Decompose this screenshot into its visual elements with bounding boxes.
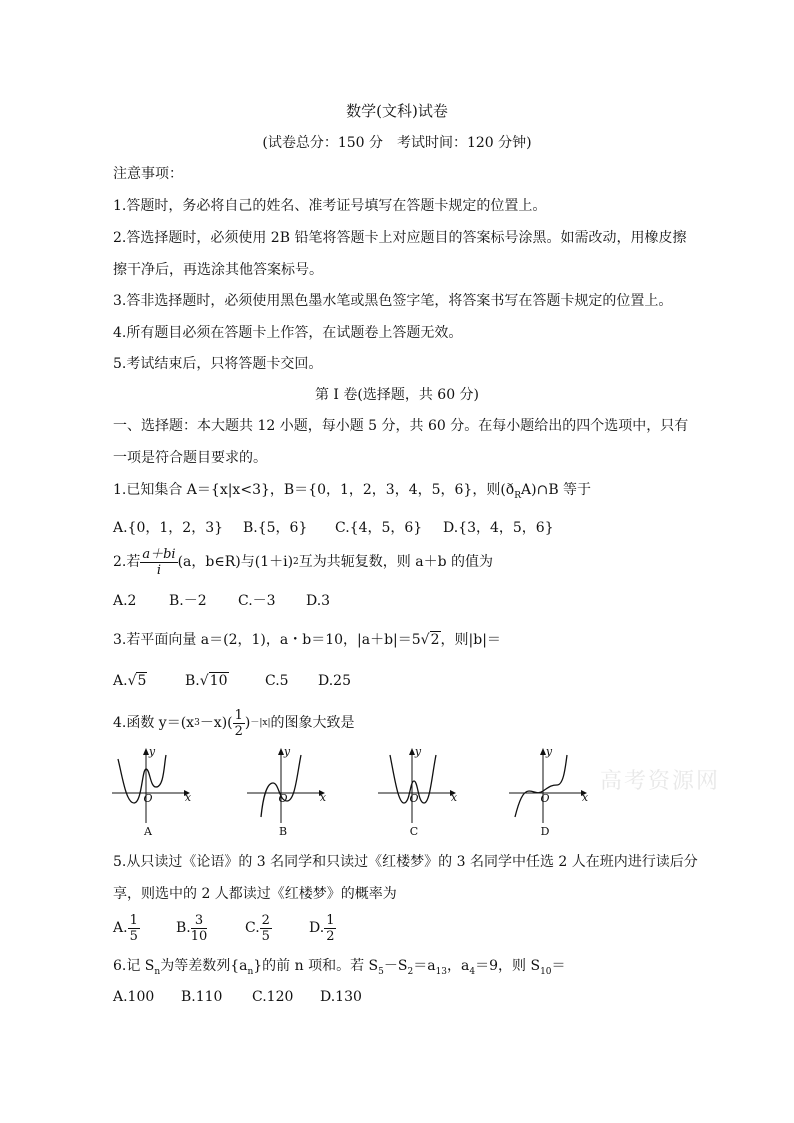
notice-item-2-cont: 擦干净后，再选涂其他答案标号。 <box>113 262 323 278</box>
question-5-line-2: 享，则选中的 2 人都读过《红楼梦》的概率为 <box>113 886 397 902</box>
notice-item-4: 4.所有题目必须在答题卡上作答，在试题卷上答题无效。 <box>113 325 463 341</box>
q5-option-a: A. $\frac{1}{5}$ <box>113 912 138 944</box>
q3-option-c: C.5 <box>265 673 289 689</box>
notice-item-2: 2.答选择题时，必须使用 2B 铅笔将答题卡上对应题目的答案标号涂黑。如需改动，用橡皮擦 <box>113 230 687 246</box>
section-title: 第 I 卷(选择题，共 60 分) <box>314 387 480 403</box>
q2-option-a: A.2 <box>113 593 137 609</box>
watermark: 高考资源网 <box>600 769 721 794</box>
notice-item-1: 1.答题时，务必将自己的姓名、准考证号填写在答题卡规定的位置上。 <box>113 198 547 214</box>
q4-fraction: $\frac{1}{2}$ <box>234 707 243 739</box>
q6-option-a: A.100 <box>113 989 155 1005</box>
graph-label-c: C <box>409 825 419 838</box>
complement-symbol: ð <box>505 482 515 498</box>
question-6: 6.记 $S_n$为等差数列$\{a_n\}$的前 n 项和。若 $S_5-S_2=a_{13}$，$a_4=9$，则 $S_{10}=$ <box>113 958 566 977</box>
q4-graph-d[interactable]: y x O D <box>505 745 595 825</box>
graph-label-d: D <box>540 825 550 838</box>
notice-heading: 注意事项： <box>113 166 183 182</box>
q6-option-d: D.130 <box>320 989 362 1005</box>
question-5-line-1: 5.从只读过《论语》的 3 名同学和只读过《红楼梦》的 3 名同学中任选 2 人在班内进行读后分 <box>113 854 698 870</box>
q2-fraction: $\frac{a+bi}{i}$ <box>142 546 176 578</box>
q5-option-c: C. $\frac{2}{5}$ <box>245 912 270 944</box>
question-4: 4.函数 y＝(x 3 －x)( $\frac{1}{2}$ ) －|x| 的图象大致是 <box>113 707 355 739</box>
part-intro-1: 一、选择题：本大题共 12 小题，每小题 5 分，共 60 分。在每小题给出的四个选项中，只有 <box>113 418 689 434</box>
notice-item-3: 3.答非选择题时，必须使用黑色墨水笔或黑色签字笔，将答案书写在答题卡规定的位置上。 <box>113 293 673 309</box>
q4-graph-c[interactable]: y x O C <box>374 745 464 825</box>
notice-item-5: 5.考试结束后，只将答题卡交回。 <box>113 356 323 372</box>
q3-option-d: D.25 <box>318 673 351 689</box>
graph-label-a: A <box>144 825 152 838</box>
q1-option-a: A.{0，1，2，3} <box>113 520 224 536</box>
q4-graph-b[interactable]: y x O B <box>243 745 333 825</box>
q3-option-a: A.√5 <box>113 673 147 689</box>
q3-option-b: B.√10 <box>185 673 228 689</box>
q1-option-d: D.{3，4，5，6} <box>443 520 554 536</box>
question-1: 1.已知集合 A＝{x|x<3}，B＝{0，1，2，3，4，5，6}，则$(ð_RA)\cap B$ 等于 <box>113 482 592 501</box>
q6-option-b: B.110 <box>181 989 223 1005</box>
question-2: 2.若 $\frac{a+bi}{i}$ (a，b∈R)与(1＋i) 2 互为共轭复数，则 a＋b 的值为 <box>113 546 493 578</box>
q6-option-c: C.120 <box>252 989 294 1005</box>
sqrt-sign: √ <box>420 632 430 648</box>
q2-option-c: C.－3 <box>238 593 276 609</box>
graph-label-b: B <box>278 825 288 838</box>
q4-graph-a[interactable]: y x O A <box>108 745 198 825</box>
q5-option-b: B. $\frac{3}{10}$ <box>176 912 208 944</box>
part-intro-2: 一项是符合题目要求的。 <box>113 450 267 466</box>
question-3: 3.若平面向量 a＝(2，1)，a・b＝10，|a＋b|＝5√2，则|b|＝ <box>113 632 501 648</box>
q2-option-d: D.3 <box>306 593 331 609</box>
q2-option-b: B.－2 <box>169 593 207 609</box>
page-subtitle: (试卷总分：150 分 考试时间：120 分钟) <box>262 135 532 151</box>
q5-option-d: D. $\frac{1}{2}$ <box>309 912 335 944</box>
page-title: 数学(文科)试卷 <box>346 102 448 120</box>
q1-option-b: B.{5，6} <box>243 520 308 536</box>
q1-option-c: C.{4，5，6} <box>335 520 423 536</box>
